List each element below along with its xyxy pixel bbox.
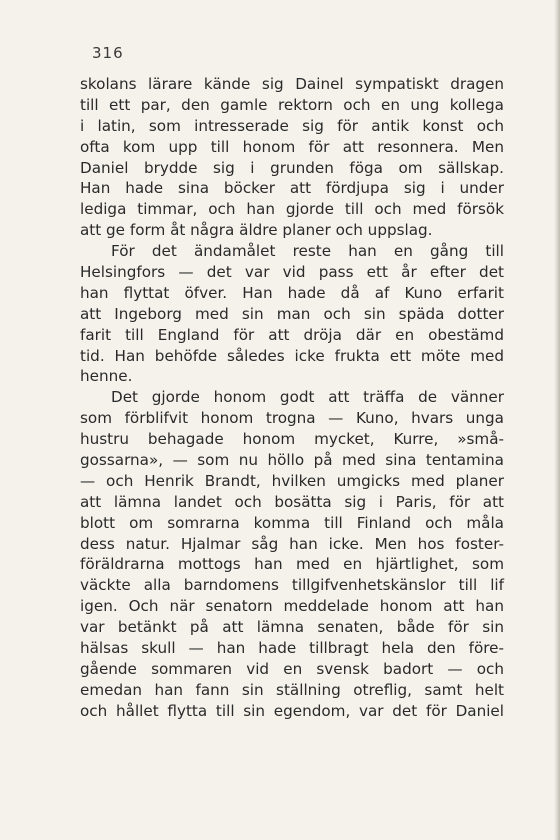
- text-line: hälsas skull — han hade tillbragt hela den före-: [80, 639, 504, 658]
- text-line: gossarna», — som nu höllo på med sina tentamina: [80, 451, 504, 470]
- text-line: skolans lärare kände sig Dainel sympatiskt dragen: [80, 75, 504, 93]
- text-line: var betänkt på att lämna senaten, både för sin: [80, 618, 504, 637]
- text-line: ofta kom upp till honom för att resonnera. Men: [80, 137, 504, 156]
- text-line: lediga timmar, och han gjorde till och med försök: [80, 200, 504, 219]
- text-line: Daniel brydde sig i grunden föga om sällskap.: [80, 158, 504, 177]
- text-line: dess natur. Hjalmar såg han icke. Men hos foster-: [80, 534, 504, 553]
- text-line: emedan han fann sin ställning otreflig, samt helt: [80, 680, 504, 699]
- text-line: föräldrarna mottogs han med en hjärtlighet, som: [80, 555, 504, 574]
- text-line: han flyttat öfver. Han hade då af Kuno erfarit: [80, 283, 504, 302]
- text-line: farit till England för att dröja där en obestämd: [80, 325, 504, 344]
- text-line: hustru behagade honom mycket, Kurre, »små-: [80, 430, 504, 449]
- text-line: Det gjorde honom godt att träffa de vänner: [111, 388, 504, 407]
- text-line: Helsingfors — det var vid pass ett år efter det: [80, 263, 504, 282]
- text-line: att ge form åt några äldre planer och uppslag.: [80, 221, 433, 240]
- body-text: [80, 74, 504, 722]
- text-line: och hållet flytta till sin egendom, var det för Daniel: [80, 701, 504, 720]
- text-line: gående sommaren vid en svensk badort — och: [80, 659, 504, 678]
- text-line: För det ändamålet reste han en gång till: [111, 242, 504, 261]
- text-line: blott om somrarna komma till Finland och måla: [80, 513, 504, 532]
- text-line: igen. Och när senatorn meddelade honom att han: [80, 597, 504, 616]
- text-line: tid. Han behöfde således icke frukta ett möte med: [80, 346, 504, 365]
- text-line: att Ingeborg med sin man och sin späda dotter: [80, 304, 504, 323]
- text-line: Han hade sina böcker att fördjupa sig i under: [80, 179, 504, 198]
- text-line: som förblifvit honom trogna — Kuno, hvars unga: [80, 409, 504, 428]
- text-line: — och Henrik Brandt, hvilken umgicks med planer: [80, 471, 504, 490]
- text-line: väckte alla barndomens tillgifvenhetskänslor till lif: [80, 576, 504, 595]
- text-line: att lämna landet och bosätta sig i Paris, för att: [80, 492, 504, 511]
- text-line: i latin, som intresserade sig för antik konst och: [80, 116, 504, 135]
- page-number: 316: [92, 44, 124, 62]
- page-edge: [554, 0, 560, 840]
- text-line: henne.: [80, 367, 133, 386]
- text-line: till ett par, den gamle rektorn och en ung kollega: [80, 95, 504, 114]
